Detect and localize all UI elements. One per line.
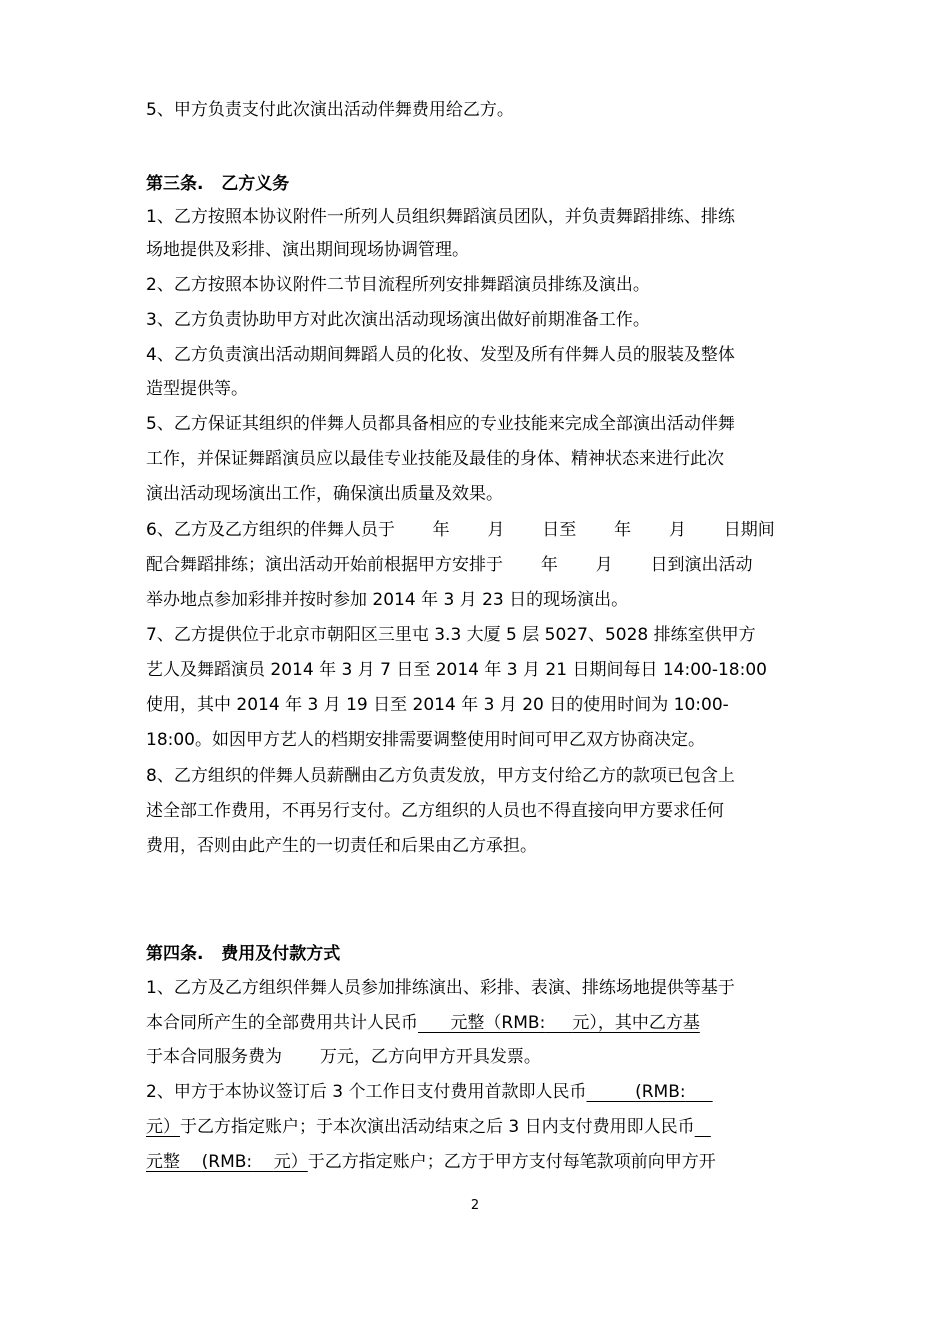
article-3-line: 场地提供及彩排、演出期间现场协调管理。 (146, 240, 469, 260)
article-4-text: 元整 (146, 1152, 180, 1172)
article-3-line: 3、乙方负责协助甲方对此次演出活动现场演出做好前期准备工作。 (146, 310, 650, 330)
article-3-line: 7、乙方提供位于北京市朝阳区三里屯 3.3 大厦 5 层 5027、5028 排练室供甲方 (146, 625, 756, 645)
article-3-number: 第三条. (146, 174, 204, 194)
article-3-line: 5、乙方保证其组织的伴舞人员都具备相应的专业技能来完成全部演出活动伴舞 (146, 414, 735, 434)
clause-5-party-a: 5、甲方负责支付此次演出活动伴舞费用给乙方。 (146, 100, 514, 120)
article-4-text: (RMB: (635, 1082, 686, 1102)
article-4-line (146, 1080, 713, 1104)
article-4-text: 于乙方指定账户；于本次演出活动结束之后 3 日内支付费用即人民币 (180, 1117, 695, 1137)
article-4-text: (RMB: (201, 1152, 253, 1172)
article-3-line: 举办地点参加彩排并按时参加 2014 年 3 月 23 日的现场演出。 (146, 590, 629, 610)
article-4-text: 元） (273, 1152, 308, 1172)
article-3-line: 1、乙方按照本协议附件一所列人员组织舞蹈演员团队，并负责舞蹈排练、排练 (146, 207, 735, 227)
article-3-line: 演出活动现场演出工作，确保演出质量及效果。 (146, 484, 503, 504)
article-3-line: 4、乙方负责演出活动期间舞蹈人员的化妆、发型及所有伴舞人员的服装及整体 (146, 345, 735, 365)
article-3-line: 8、乙方组织的伴舞人员薪酬由乙方负责发放，甲方支付给乙方的款项已包含上 (146, 766, 735, 786)
article-4-text: 元） (146, 1117, 180, 1137)
article-3-line: 工作，并保证舞蹈演员应以最佳专业技能及最佳的身体、精神状态来进行此次 (146, 449, 724, 469)
article-3-line: 使用，其中 2014 年 3 月 19 日至 2014 年 3 月 20 日的使用时间为 10:00- (146, 695, 729, 715)
article-4-title: 费用及付款方式 (221, 944, 341, 964)
article-3-heading (146, 172, 289, 196)
article-3-line: 2、乙方按照本协议附件二节目流程所列安排舞蹈演员排练及演出。 (146, 275, 650, 295)
article-3-line: 述全部工作费用，不再另行支付。乙方组织的人员也不得直接向甲方要求任何 (146, 801, 724, 821)
article-4-line (146, 1115, 711, 1139)
blank-amount (586, 1082, 635, 1102)
article-4-text: 本合同所产生的全部费用共计人民币 (146, 1013, 418, 1033)
article-4-text: 2、甲方于本协议签订后 3 个工作日支付费用首款即人民币 (146, 1082, 587, 1102)
article-4-text: 元整（RMB: (450, 1013, 546, 1033)
article-4-line: 于本合同服务费为 万元，乙方向甲方开具发票。 (146, 1047, 541, 1067)
article-3-line: 费用，否则由此产生的一切责任和后果由乙方承担。 (146, 836, 537, 856)
article-4-text: 元），其中乙方基 (572, 1013, 700, 1033)
article-3-line: 艺人及舞蹈演员 2014 年 3 月 7 日至 2014 年 3 月 21 日期间每日 14:00-18:00 (146, 660, 767, 680)
blank-amount (695, 1117, 711, 1137)
article-4-number: 第四条. (146, 944, 204, 964)
article-3-line: 6、乙方及乙方组织的伴舞人员于 年 月 日至 年 月 日期间 (146, 520, 775, 540)
blank-amount (686, 1082, 713, 1102)
article-4-text: 于乙方指定账户；乙方于甲方支付每笔款项前向甲方开 (307, 1152, 716, 1172)
blank-amount (545, 1013, 572, 1033)
blank-amount (252, 1152, 274, 1172)
article-3-line: 造型提供等。 (146, 379, 248, 399)
blank-amount (418, 1013, 450, 1033)
article-3-line: 18:00。如因甲方艺人的档期安排需要调整使用时间可甲乙双方协商决定。 (146, 730, 705, 750)
article-4-line: 1、乙方及乙方组织伴舞人员参加排练演出、彩排、表演、排练场地提供等基于 (146, 978, 735, 998)
article-4-heading (146, 942, 340, 966)
article-3-line: 配合舞蹈排练；演出活动开始前根据甲方安排于 年 月 日到演出活动 (146, 555, 753, 575)
page-number: 2 (470, 1198, 480, 1213)
article-4-line (146, 1011, 700, 1035)
article-4-line (146, 1150, 716, 1174)
article-3-title: 乙方义务 (221, 174, 290, 194)
blank-amount (180, 1152, 202, 1172)
